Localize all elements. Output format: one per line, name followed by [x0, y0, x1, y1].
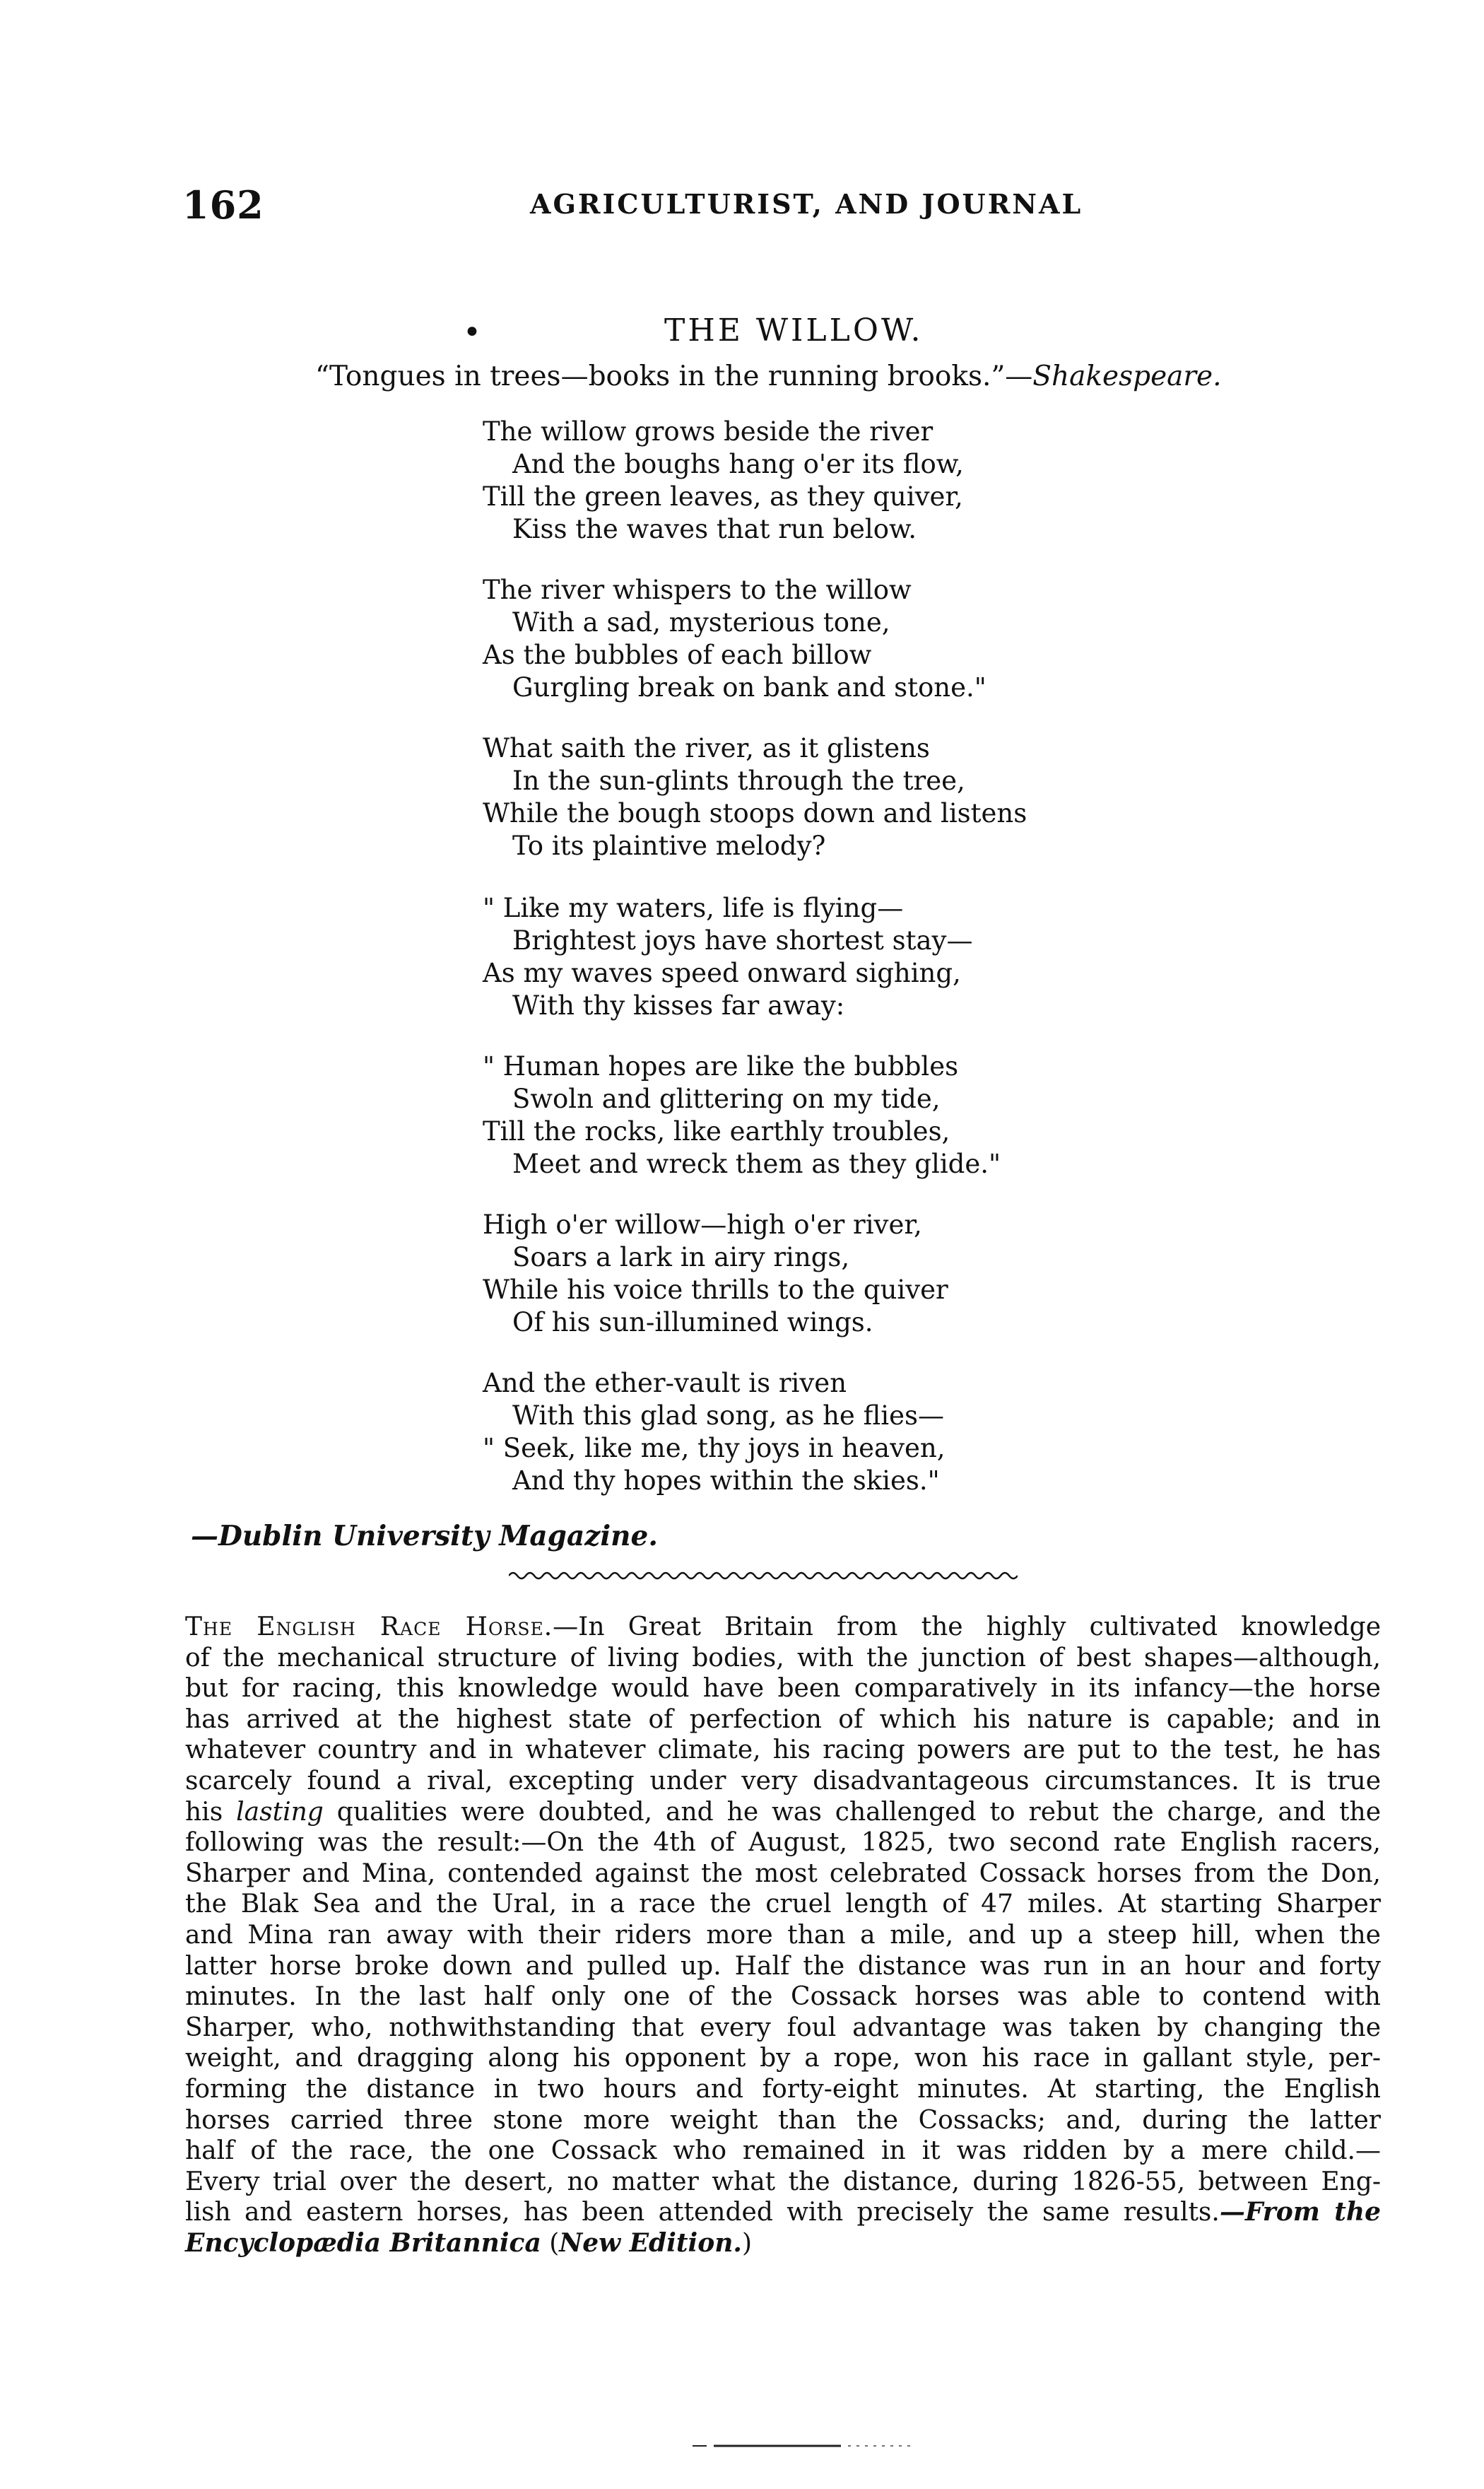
poem-line: The river whispers to the willow — [483, 575, 912, 605]
poem-line: To its plaintive melody? — [512, 831, 826, 861]
article-line — [185, 2197, 1381, 2228]
article-line: latter horse broke down and pulled up. Half the distance was run in an hour and forty — [185, 1951, 1381, 1981]
article-line: Sharper, who, nothwithstanding that every foul advantage was taken by changing the — [185, 2013, 1381, 2042]
poem-line: Gurgling break on bank and stone." — [512, 672, 987, 703]
poem-line: In the sun-glints through the tree, — [512, 766, 965, 796]
poem-line: Brightest joys have shortest stay— — [512, 925, 973, 956]
article-line: forming the distance in two hours and forty-eight minutes. At starting, the English — [185, 2074, 1381, 2104]
article-line: and Mina ran away with their riders more than a mile, and up a steep hill, when the — [185, 1920, 1381, 1950]
article-line: has arrived at the highest state of perfection of which his nature is capable; and in — [185, 1704, 1381, 1734]
poem-stanza-5 — [483, 1050, 1001, 1181]
article-source-edition: New Edition. — [559, 2227, 742, 2258]
article-source-title: Encyclopædia Britannica — [185, 2227, 541, 2258]
poem-title: THE WILLOW. — [664, 312, 924, 349]
poem-line: " Human hopes are like the bubbles — [483, 1051, 959, 1082]
article-text: ( — [549, 2228, 560, 2258]
article-source-credit: —From the — [1219, 2197, 1381, 2227]
article-line: the Blak Sea and the Ural, in a race the cruel length of 47 miles. At starting Sharper — [185, 1890, 1381, 1919]
article-line: half of the race, the one Cossack who remained in it was ridden by a mere child.— — [185, 2136, 1381, 2166]
article-text: ) — [741, 2228, 752, 2258]
poem-line: Swoln and glittering on my tide, — [512, 1084, 941, 1114]
article-line: but for racing, this knowledge would have been comparatively in its infancy—the horse — [185, 1674, 1381, 1704]
poem-line: The willow grows beside the river — [483, 416, 934, 447]
poem-line: With thy kisses far away: — [512, 990, 845, 1021]
article-line: following was the result:—On the 4th of August, 1825, two second rate English racers, — [185, 1828, 1381, 1858]
poem-line: " Seek, like me, thy joys in heaven, — [483, 1433, 946, 1463]
running-head: AGRICULTURIST, AND JOURNAL — [530, 188, 1083, 220]
article-text: qualities were doubted, and he was challenged to rebut the charge, and the — [336, 1797, 1382, 1827]
article-line: horses carried three stone more weight than the Cossacks; and, during the latter — [185, 2105, 1381, 2135]
article-line: Every trial over the desert, no matter what the distance, during 1826-55, between Eng- — [185, 2167, 1381, 2196]
article-line — [185, 2228, 1381, 2259]
poem-source-credit: —Dublin University Magazine. — [191, 1520, 658, 1552]
poem-line: And the ether-vault is riven — [483, 1368, 847, 1398]
article-line — [185, 1612, 1381, 1643]
poem-stanza-2 — [483, 574, 987, 704]
poem-line: Meet and wreck them as they glide." — [512, 1149, 1001, 1179]
poem-line: Of his sun-illumined wings. — [512, 1307, 873, 1337]
article-text: lish and eastern horses, has been attended with precisely the same results. — [185, 2198, 1220, 2227]
poem-line: What saith the river, as it glistens — [483, 733, 930, 763]
article-line: weight, and dragging along his opponent by a rope, won his race in gallant style, per- — [185, 2044, 1381, 2073]
poem-stanza-7 — [483, 1367, 945, 1497]
epigraph-quote: “Tongues in trees—books in the running brooks.”— — [315, 361, 1033, 392]
poem-line: Till the rocks, like earthly troubles, — [483, 1116, 950, 1147]
poem-line: As my waves speed onward sighing, — [483, 958, 961, 988]
poem-line: While his voice thrills to the quiver — [483, 1275, 948, 1305]
title-bullet-mark: • — [463, 315, 481, 351]
article-heading: The English Race Horse. — [185, 1612, 553, 1641]
article-line: whatever country and in whatever climate, his racing powers are put to the test, he has — [185, 1735, 1381, 1765]
poem-stanza-6 — [483, 1209, 948, 1339]
article-line: scarcely found a rival, excepting under very disadvantageous circumstances. It is true — [185, 1766, 1381, 1796]
poem-line: " Like my waters, life is flying— — [483, 893, 904, 923]
poem-line: As the bubbles of each billow — [483, 640, 872, 670]
poem-stanza-4 — [483, 892, 972, 1022]
epigraph-author: Shakespeare. — [1032, 361, 1222, 392]
poem-line: High o'er willow—high o'er river, — [483, 1210, 922, 1240]
poem-line: Till the green leaves, as they quiver, — [483, 481, 963, 512]
poem-line: While the bough stoops down and listens — [483, 798, 1027, 828]
poem-line: With this glad song, as he flies— — [512, 1400, 944, 1431]
article-line — [185, 1797, 1381, 1828]
article-emphasis: lasting — [236, 1797, 324, 1827]
article-text: —In Great Britain from the highly cultivated knowledge — [553, 1612, 1381, 1641]
article-line: of the mechanical structure of living bodies, with the junction of best shapes—although, — [185, 1643, 1381, 1673]
article-line: minutes. In the last half only one of the Cossack horses was able to contend with — [185, 1982, 1381, 2012]
article-line: Sharper and Mina, contended against the most celebrated Cossack horses from the Don, — [185, 1858, 1381, 1888]
bottom-ornament-rule — [693, 2442, 912, 2449]
poem-stanza-1 — [483, 416, 964, 546]
wavy-divider-rule — [509, 1568, 1018, 1583]
article-english-race-horse — [185, 1612, 1381, 2259]
poem-line: And thy hopes within the skies." — [512, 1465, 940, 1496]
poem-line: Kiss the waves that run below. — [512, 514, 917, 544]
poem-line: Soars a lark in airy rings, — [512, 1242, 850, 1272]
poem-stanza-3 — [483, 732, 1027, 862]
article-text: his — [185, 1797, 223, 1827]
page-number: 162 — [182, 182, 264, 228]
poem-line: With a sad, mysterious tone, — [512, 607, 890, 638]
poem-epigraph — [315, 361, 1222, 392]
poem-line: And the boughs hang o'er its flow, — [512, 449, 964, 479]
